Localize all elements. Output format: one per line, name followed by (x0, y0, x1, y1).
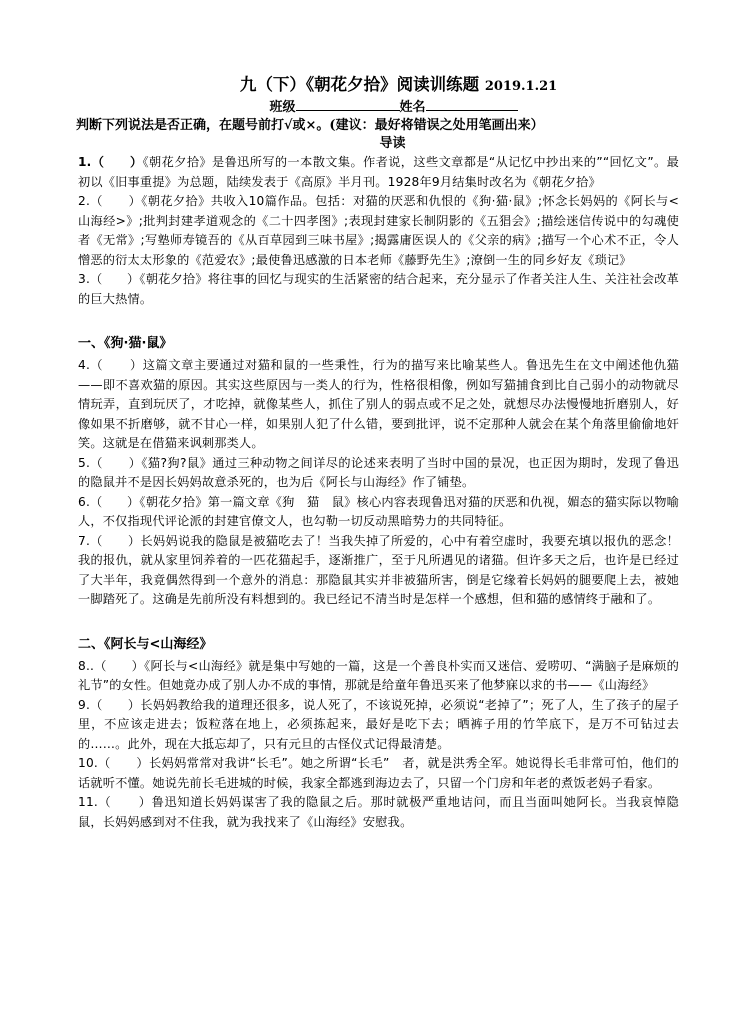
instruction-text: 判断下列说法是否正确，在题号前打√或×。(建议：最好将错误之处用笔画出来） (76, 118, 544, 133)
question-number: 5.（ (78, 455, 103, 470)
class-name-line (108, 98, 679, 117)
question-text: 《朝花夕拾》第一篇文章《狗 猫 鼠》核心内容表现鲁迅对猫的厌恶和仇视，媚态的猫实际以物喻人，不仅指现代评论派的封建官僚文人，也勾勒一切反动黑暗势力的共同特征。 (78, 494, 680, 528)
class-blank (296, 98, 400, 111)
name-blank (426, 98, 518, 111)
question-text: 长妈妈教给我的道理还很多，说人死了，不该说死掉，必须说“老掉了”；死了人，生了孩子的屋子里，不应该走进去；饭粒落在地上，必须拣起来，最好是吃下去；晒裤子用的竹竿底下，是万不可钻过去的……。此外，现在大抵忘却了，只有元旦的古怪仪式记得最清楚。 (78, 697, 679, 751)
question-item (78, 356, 679, 454)
question-paren-close: ） (127, 272, 140, 286)
question-text: 长妈妈常常对我讲“长毛”。她之所谓“长毛” 者，就是洪秀全军。她说得长毛非常可怕，他们的话就听不懂。她说先前长毛进城的时候，我家全都逃到海边去了，只留一个门房和年老的煮饭老妈子看家。 (78, 756, 679, 790)
question-paren-close: ） (129, 358, 143, 372)
question-number: 7.（ (78, 533, 103, 548)
question-text: 《朝花夕拾》共收入10篇作品。包括：对猫的厌恶和仇恨的《狗·猫·鼠》;怀念长妈妈的《阿长与<山海经>》;批判封建孝道观念的《二十四孝图》;表现封建家长制阴影的《五猖会》;描绘迷信传说中的勾魂使者《无常》;写塾师寿镜吾的《从百草园到三味书屋》;揭露庸医误人的《父亲的病》;描写一个心术不正，令人憎恶的衍太太形象的《范爱农》;最使鲁迅感激的日本老师《藤野先生》;潦倒一生的同乡好友《琐记》 (78, 194, 679, 267)
question-number: 1.（ (78, 155, 105, 169)
question-paren-close: ） (127, 533, 141, 548)
question-paren-close: ） (128, 455, 142, 470)
question-number: 9.（ (78, 697, 103, 712)
question-text: 《猫?狗?鼠》通过三种动物之间详尽的论述来表明了当时中国的景况，也正因为期时，发现了鲁迅的隐鼠并不是因长妈妈故意杀死的，也为后《阿长与山海经》作了铺垫。 (78, 455, 679, 489)
question-item (78, 657, 679, 696)
question-number: 3.（ (78, 272, 103, 286)
question-item (78, 696, 679, 755)
question-paren-close: ） (127, 697, 141, 712)
question-number: 10.（ (78, 756, 111, 770)
question-item (78, 153, 679, 192)
question-paren-close: ） (131, 658, 145, 673)
question-item (78, 793, 679, 832)
question-paren-close: ） (128, 194, 142, 208)
question-text: 《朝花夕拾》是鲁迅所写的一本散文集。作者说，这些文章都是“从记忆中抄出来的”“回忆文”。最初以《旧事重提》为总题，陆续发表于《高原》半月刊。1928年9月结集时改名为《朝花夕拾》 (78, 155, 680, 189)
question-number: 2.（ (78, 194, 103, 208)
question-paren-close: ） (138, 795, 152, 809)
question-text: 长妈妈说我的隐鼠是被猫吃去了！当我失掉了所爱的，心中有着空虚时，我要充填以报仇的恶念！我的报仇，就从家里饲养着的一匹花猫起手，逐渐推广，至于凡所遇见的诸猫。但许多天之后，也许是已经过了大半年，我竟偶然得到一个意外的消息：那隐鼠其实并非被猫所害，倒是它缘着长妈妈的腿要爬上去，被她一脚踏死了。这确是先前所没有料想到的。我已经记不清当时是怎样一个感想，但和猫的感情终于融和了。 (78, 533, 679, 606)
question-item (78, 270, 679, 309)
question-paren-close: ） (127, 494, 140, 509)
question-paren-close: ） (129, 155, 143, 169)
question-text: 鲁迅知道长妈妈谋害了我的隐鼠之后。那时就极严重地诘问，而且当面叫她阿长。当我哀悼隐鼠，长妈妈感到对不住我，就为我找来了《山海经》安慰我。 (78, 795, 680, 829)
section-heading-ah-chang: 二、《阿长与<山海经》 (78, 636, 213, 652)
title-date: 2019.1.21 (484, 79, 558, 94)
question-item (78, 493, 679, 532)
title-text: 九（下）《朝花夕拾》阅读训练题 (239, 75, 480, 94)
section-heading-dog-cat-mouse: 一、《狗·猫·鼠》 (78, 336, 173, 351)
question-number: 4.（ (78, 358, 104, 372)
question-item (78, 454, 679, 493)
question-number: 6.（ (78, 494, 103, 509)
question-text: 这篇文章主要通过对猫和鼠的一些秉性，行为的描写来比喻某些人。鲁迅先生在文中阐述他仇猫——即不喜欢猫的原因。其实这些原因与一类人的行为，性格很相像，例如写猫捕食到比自己弱小的动物就尽情玩弄，直到玩厌了，才吃掉，就像某些人，抓住了别人的弱点或不足之处，就想尽办法慢慢地折磨别人，好像如果不折磨够，就不甘心一样，如果别人犯了什么错，要到批评，说不定那种人就会在某个角落里偷偷地奸笑。这就是在借猫来讽刺那类人。 (78, 358, 679, 450)
class-label: 班级 (269, 100, 296, 115)
name-label: 姓名 (399, 100, 426, 115)
question-number: 8..（ (78, 658, 107, 673)
question-text: 《阿长与<山海经》就是集中写她的一篇，这是一个善良朴实而又迷信、爱唠叨、“满脑子是麻烦的礼节”的女性。但她竟办成了别人办不成的事情，那就是给童年鲁迅买来了他梦寐以求的书——《山海经》 (78, 658, 680, 692)
worksheet-title (118, 74, 679, 98)
question-number: 11.（ (78, 795, 112, 809)
question-item (78, 532, 679, 610)
question-text: 《朝花夕拾》将往事的回忆与现实的生活紧密的结合起来，充分显示了作者关注人生、关注社会改革的巨大热情。 (78, 272, 680, 306)
question-item (78, 192, 679, 270)
guide-heading: 导读 (379, 136, 406, 151)
question-paren-close: ） (136, 756, 149, 770)
question-item (78, 754, 679, 793)
